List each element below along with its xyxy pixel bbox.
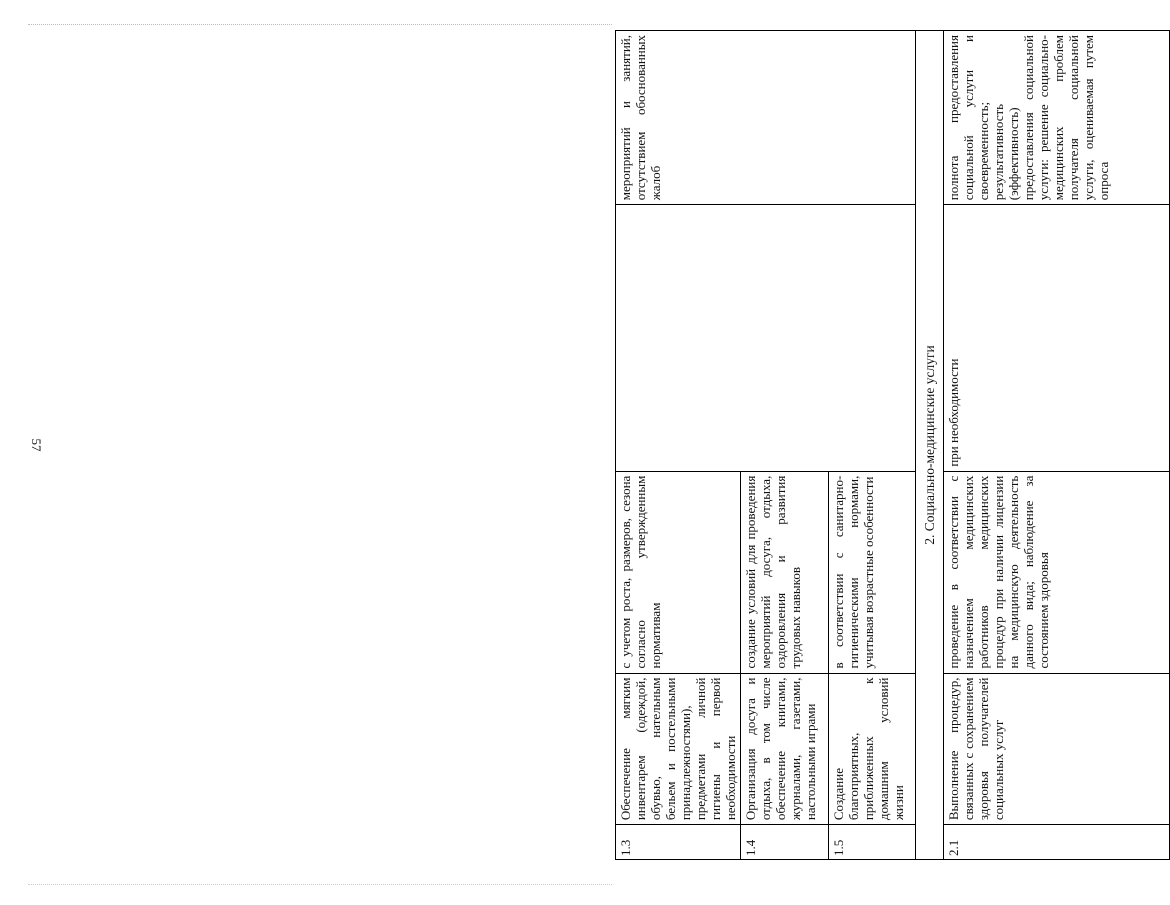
table-row bbox=[944, 31, 1170, 860]
service-term bbox=[616, 205, 916, 471]
service-name: Выполнение процедур, связанных с сохранением здоровья получателей социальных услуг bbox=[944, 673, 1170, 825]
service-content: с учетом роста, размеров, сезона согласно утвержденным нормативам bbox=[616, 471, 741, 673]
table-row bbox=[616, 31, 741, 860]
quality-criteria: полнота предоставления социальной услуги и своевременность; результативность (эффективность) предоставления социальной услуги: решение социально-медицинских проблем получателя социальной услуги, оцениваемая путем опроса bbox=[944, 31, 1170, 205]
row-number: 1.3 bbox=[616, 825, 741, 860]
service-name: Обеспечение мягким инвентарем (одеждой, обувью, нательным бельем и постельными принадлежностями), предметами личной гигиены и первой необходимости bbox=[616, 673, 741, 825]
service-content: в соответствии с санитарно-гигиеническими нормами, учитывая возрастные особенности bbox=[829, 471, 916, 673]
services-table bbox=[615, 30, 1170, 860]
section-header-row bbox=[916, 31, 944, 860]
service-content: проведение в соответствии с назначением медицинских работников медицинских процедур при наличии лицензии на медицинскую деятельность данного вида; наблюдение за состоянием здоровья bbox=[944, 471, 1170, 673]
section-title: 2. Социально-медицинские услуги bbox=[916, 31, 944, 860]
row-number: 2.1 bbox=[944, 825, 1170, 860]
service-term: при необходимости bbox=[944, 205, 1170, 471]
service-name: Создание благоприятных, приближенных к домашним условий жизни bbox=[829, 673, 916, 825]
row-number: 1.4 bbox=[741, 825, 829, 860]
service-name: Организация досуга и отдыха, в том числе обеспечение книгами, журналами, газетами, настольными играми bbox=[741, 673, 829, 825]
page-number: 57 bbox=[29, 438, 44, 452]
rotated-table-container bbox=[615, 30, 1170, 860]
scan-edge-bottom bbox=[28, 884, 612, 885]
row-number: 1.5 bbox=[829, 825, 916, 860]
quality-criteria: мероприятий и занятий, отсутствием обоснованных жалоб bbox=[616, 31, 916, 205]
scan-edge-top bbox=[28, 24, 612, 25]
service-content: создание условий для проведения мероприятий досуга, отдыха, оздоровления и развития трудовых навыков bbox=[741, 471, 829, 673]
